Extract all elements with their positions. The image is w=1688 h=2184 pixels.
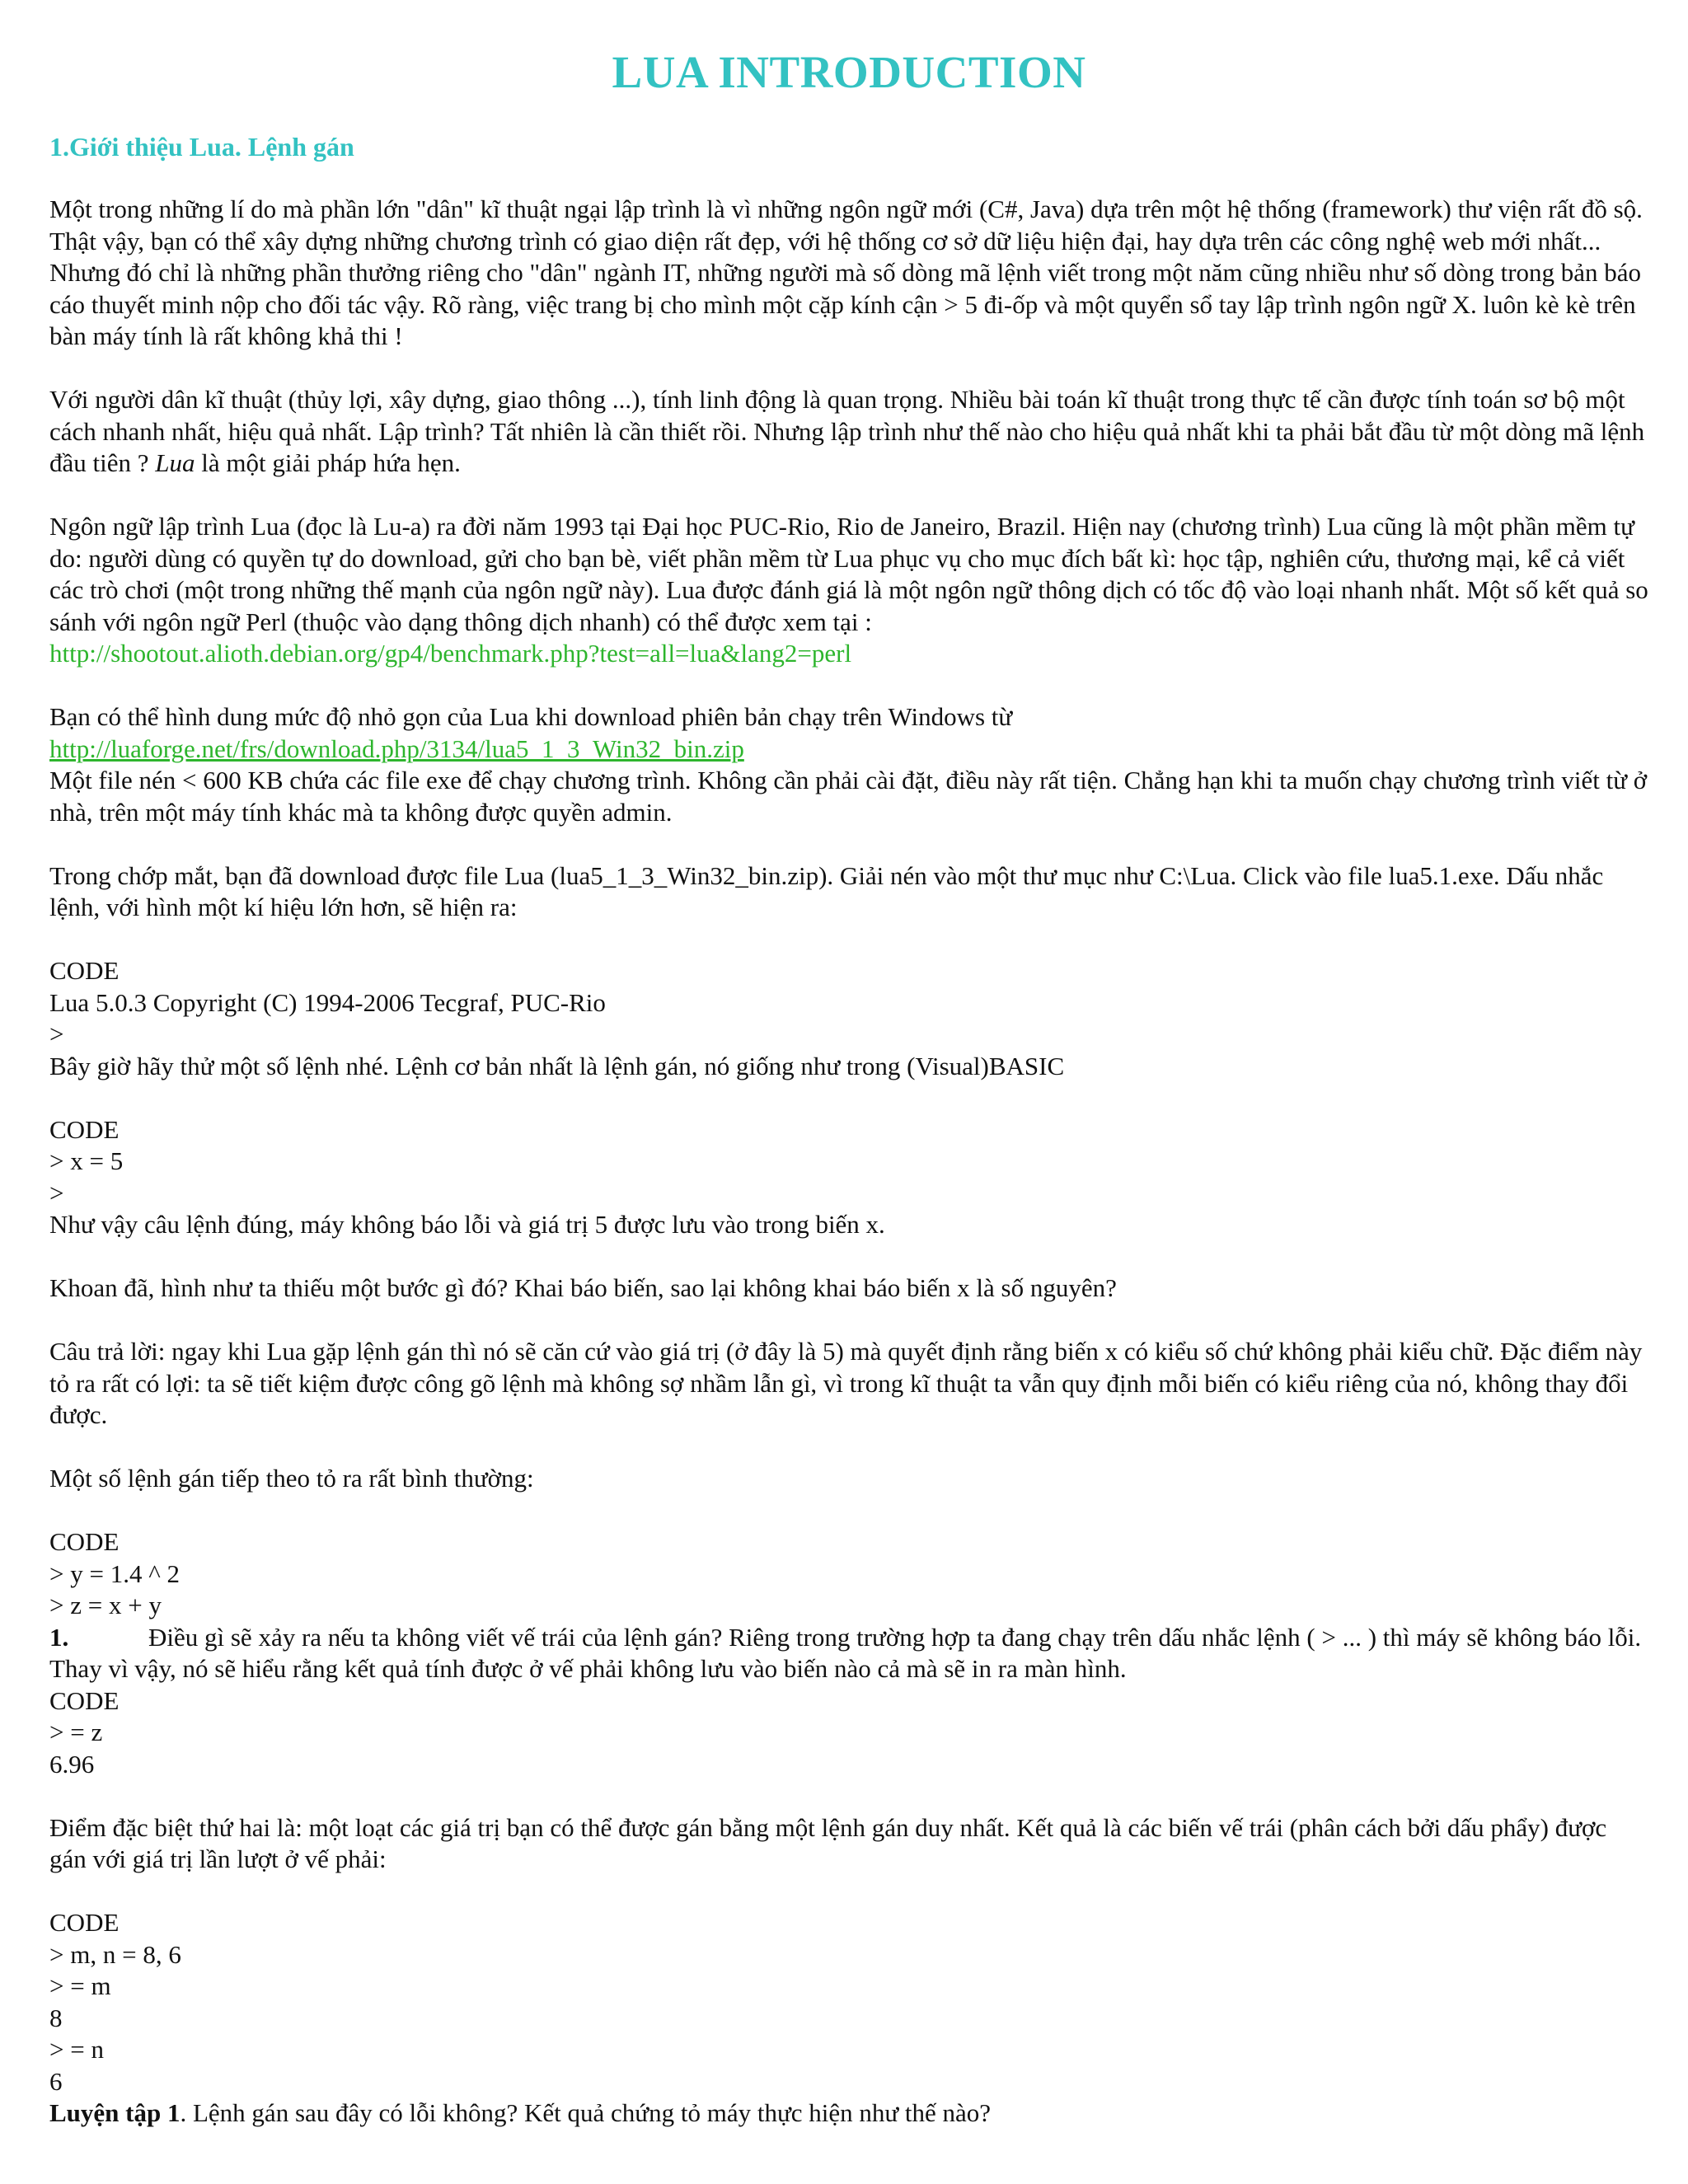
- item-text: Điều gì sẽ xảy ra nếu ta không viết vế trái của lệnh gán? Riêng trong trường hợp ta đang chạy trên dấu nhắc lệnh ( > ... ) thì máy sẽ không báo lỗi. Thay vì vậy, nó sẽ hiểu rằng kết quả tính được ở vế phải không lưu vào biến nào cả mà sẽ in ra màn hình.: [49, 1622, 1642, 1683]
- exercise-1: [49, 2097, 1648, 2130]
- code-block-3-line: CODE: [49, 1527, 120, 1556]
- paragraph-engineers-text: Với người dân kĩ thuật (thủy lợi, xây dựng, giao thông ...), tính linh động là quan trọng. Nhiều bài toán kĩ thuật trong thực tế cần được tính toán sơ bộ một cách nhanh nhất, hiệu quả nhất. Lập trình? Tất nhiên là cần thiết rồi. Nhưng lập trình như thế nào cho hiệu quả nhất khi ta phải bắt đầu từ một dòng mã lệnh đầu tiên ?: [49, 385, 1645, 477]
- code-block-5-line: > m, n = 8, 6: [49, 1939, 181, 1969]
- code-block-5-line: 6: [49, 2066, 63, 2096]
- document-body: [49, 194, 1648, 2130]
- paragraph-multiple-assign: Điểm đặc biệt thứ hai là: một loạt các giá trị bạn có thể được gán bằng một lệnh gán duy nhất. Kết quả là các biến vế trái (phân cách bởi dấu phẩy) được gán với giá trị lần lượt ở vế phải:: [49, 1812, 1607, 1873]
- download-link[interactable]: http://luaforge.net/frs/download.php/3134/lua5_1_3_Win32_bin.zip: [49, 733, 744, 763]
- code-block-1-line: Lua 5.0.3 Copyright (C) 1994-2006 Tecgraf, PUC-Rio: [49, 987, 606, 1017]
- code-block-3-line: > z = x + y: [49, 1591, 162, 1619]
- code-block-3-line: > y = 1.4 ^ 2: [49, 1558, 181, 1588]
- paragraph-unzip: Trong chớp mắt, bạn đã download được file Lua (lua5_1_3_Win32_bin.zip). Giải nén vào một thư mục như C:\Lua. Click vào file lua5.1.exe. Dấu nhắc lệnh, với hình một kí hiệu lớn hơn, sẽ hiện ra:: [49, 860, 1604, 921]
- paragraph-history: Ngôn ngữ lập trình Lua (đọc là Lu-a) ra đời năm 1993 tại Đại học PUC-Rio, Rio de Janeiro, Brazil. Hiện nay (chương trình) Lua cũng là một phần mềm tự do: người dùng có quyền tự do download, gửi cho bạn bè, viết phần mềm từ Lua phục vụ cho mục đích bất kì: học tập, nghiên cứu, thương mại, kể cả viết các trò chơi (một trong những thế mạnh của ngôn ngữ này). Lua được đánh giá là một ngôn ngữ thông dịch có tốc độ vào loại nhanh nhất. Một số kết quả so sánh với ngôn ngữ Perl (thuộc vào dạng thông dịch nhanh) có thể được xem tại :: [49, 512, 1648, 636]
- paragraph-intro: Một trong những lí do mà phần lớn "dân" kĩ thuật ngại lập trình là vì những ngôn ngữ mới (C#, Java) dựa trên một hệ thống (framework) thư viện rất đồ sộ. Thật vậy, bạn có thể xây dựng những chương trình có giao diện rất đẹp, với hệ thống cơ sở dữ liệu hiện đại, hay dựa trên các công nghệ web mới nhất... Nhưng đó chỉ là những phần thưởng riêng cho "dân" ngành IT, những người mà số dòng mã lệnh viết trong một năm cũng nhiều như số dòng trong bản báo cáo thuyết minh nộp cho đối tác vậy. Rõ ràng, việc trang bị cho mình một cặp kính cận > 5 đi-ốp và một quyển sổ tay lập trình ngôn ngữ X. luôn kè kè trên bàn máy tính là rất không khả thi !: [49, 194, 1643, 350]
- code-block-4-line: CODE: [49, 1685, 120, 1715]
- paragraph-more-assignments: Một số lệnh gán tiếp theo tỏ ra rất bình thường:: [49, 1464, 534, 1493]
- code-block-5-line: > = m: [49, 1971, 111, 2000]
- paragraph-no-error: Như vậy câu lệnh đúng, máy không báo lỗi và giá trị 5 được lưu vào trong biến x.: [49, 1210, 885, 1239]
- code-block-2-line: > x = 5: [49, 1146, 124, 1175]
- code-block-4-line: 6.96: [49, 1749, 95, 1779]
- paragraph-zip-info: Một file nén < 600 KB chứa các file exe để chạy chương trình. Không cần phải cài đặt, điều này rất tiện. Chẳng hạn khi ta muốn chạy chương trình viết từ ở nhà, trên một máy tính khác mà ta không được quyền admin.: [49, 766, 1648, 827]
- benchmark-link[interactable]: http://shootout.alioth.debian.org/gp4/benchmark.php?test=all=lua&lang2=perl: [49, 639, 852, 668]
- code-block-1-line: CODE: [49, 956, 120, 985]
- section-heading: 1.Giới thiệu Lua. Lệnh gán: [49, 132, 354, 162]
- document-title: LUA INTRODUCTION: [612, 47, 1086, 97]
- paragraph-try-commands: Bây giờ hãy thử một số lệnh nhé. Lệnh cơ bản nhất là lệnh gán, nó giống như trong (Visual)BASIC: [49, 1051, 1065, 1080]
- exercise-label: Luyện tập 1: [49, 2098, 181, 2127]
- code-block-4-line: > = z: [49, 1718, 103, 1746]
- numbered-item-1: [49, 1622, 1648, 1685]
- code-block-2-line: >: [49, 1178, 64, 1207]
- paragraph-question: Khoan đã, hình như ta thiếu một bước gì đó? Khai báo biến, sao lại không khai báo biến x là số nguyên?: [49, 1273, 1117, 1302]
- paragraph-engineers-end: là một giải pháp hứa hẹn.: [201, 448, 461, 477]
- item-number: 1.: [49, 1622, 69, 1652]
- paragraph-engineers: [49, 384, 1648, 480]
- code-block-1-line: >: [49, 1019, 64, 1048]
- code-block-2-line: CODE: [49, 1114, 120, 1144]
- code-block-5-line: CODE: [49, 1908, 120, 1937]
- code-block-5-line: > = n: [49, 2035, 104, 2064]
- exercise-text: . Lệnh gán sau đây có lỗi không? Kết quả chứng tỏ máy thực hiện như thế nào?: [180, 2098, 992, 2127]
- paragraph-download: Bạn có thể hình dung mức độ nhỏ gọn của Lua khi download phiên bản chạy trên Windows từ: [49, 702, 1013, 731]
- code-block-5-line: 8: [49, 2003, 63, 2032]
- paragraph-answer: Câu trả lời: ngay khi Lua gặp lệnh gán thì nó sẽ căn cứ vào giá trị (ở đây là 5) mà quyết định rằng biến x có kiểu số chứ không phải kiểu chữ. Đặc điểm này tỏ ra rất có lợi: ta sẽ tiết kiệm được công gõ lệnh mà không sợ nhầm lẫn gì, vì trong kĩ thuật ta vẫn quy định mỗi biến có kiểu riêng của nó, không thay đổi được.: [49, 1337, 1643, 1429]
- lua-italic: Lua: [155, 448, 195, 477]
